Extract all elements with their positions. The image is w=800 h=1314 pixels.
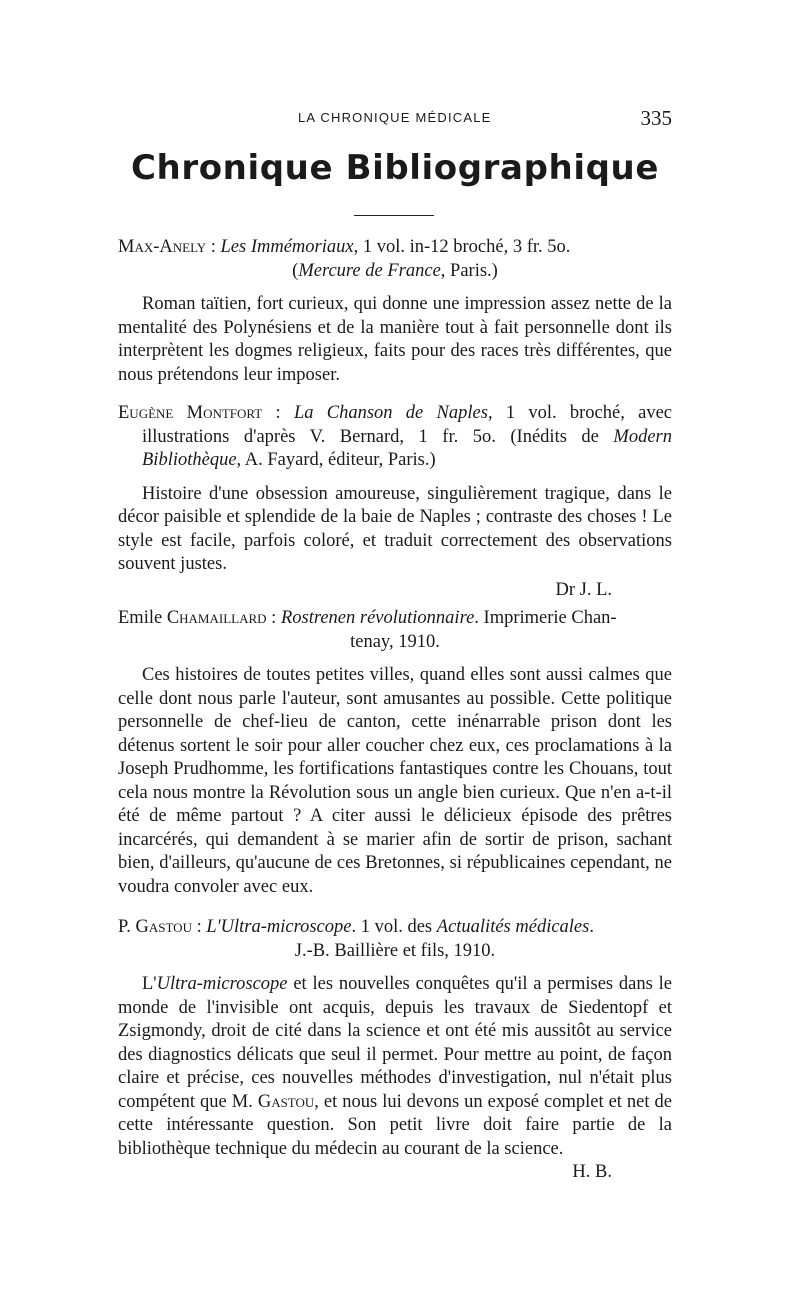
book-title: L'Ultra-microscope: [206, 917, 352, 937]
bibliography-entry-max-anely: [118, 236, 672, 387]
citation-text: . Imprimerie Chan-: [474, 608, 617, 628]
citation-text: , 1 vol. in-12 broché, 3 fr. 5o.: [353, 237, 571, 257]
citation-text: , Paris.): [440, 260, 498, 281]
citation-continuation: [118, 631, 672, 655]
citation-text: , A. Fayard, éditeur, Paris.): [236, 450, 436, 470]
running-head: [118, 106, 672, 130]
entry-citation: [118, 402, 672, 473]
entry-signature: Dr J. L.: [555, 579, 612, 600]
citation-continuation: [118, 940, 672, 964]
citation-continuation: [118, 260, 672, 284]
citation-text: . 1 vol. des: [351, 917, 437, 937]
review-text: , et nous lui devons un exposé complet et net de cette intéressante question. Son petit livre doit faire partie de la bibliothèque technique du médecin au courant de la science.: [118, 1091, 672, 1159]
entry-review: Histoire d'une obsession amoureuse, singulièrement tragique, dans le décor paisible et splendide de la baie de Naples ; contraste des choses ! Le style est facile, parfois coloré, et traduit correctement des observations souvent justes.: [118, 483, 672, 574]
bibliography-entry-montfort: [118, 402, 672, 602]
section-title: Chronique Bibliographique: [130, 148, 659, 188]
citation-text: :: [191, 917, 207, 937]
entry-citation: [118, 236, 672, 283]
book-title: La Chanson de Naples: [293, 403, 488, 423]
bibliography-entry-chamaillard: [118, 607, 672, 899]
entry-citation: [118, 916, 672, 963]
citation-text: (: [292, 260, 299, 281]
publisher-name: Mercure de France: [298, 260, 441, 281]
entry-author: Chamaillard: [166, 608, 267, 628]
entry-author: Eugène Montfort: [118, 403, 263, 423]
entry-author: Gastou: [135, 917, 192, 937]
citation-text: tenay, 1910.: [350, 631, 440, 652]
author-firstname: Emile: [118, 608, 167, 628]
citation-text: J.-B. Baillière et fils, 1910.: [294, 940, 496, 961]
entry-review: Ces histoires de toutes petites villes, quand elles sont aussi calmes que celle dont nous parle l'auteur, sont amusantes au possible. Cette politique personnelle de chef-lieu de canton, cette inénarrable prison dont les détenus sortent le soir pour aller coucher chez eux, ces proclamations à la Joseph Prudhomme, les fortifications fantastiques contre les Chouans, tout cela nous montre la Révolution sous un angle bien curieux. Que n'en a-t-il été de même partout ? A citer aussi le délicieux épisode des prêtres incarcérés, qui demandent à se marier afin de sortir de prison, sachant bien, d'ailleurs, qu'aucune de ces Bretonnes, si républicaines cependant, ne voudra convoler avec eux.: [118, 665, 672, 897]
title-rule: [354, 215, 434, 216]
entry-review: Roman taïtien, fort curieux, qui donne une impression assez nette de la mentalité des Polynésiens et de la manière tout à fait personnelle dont ils interprètent les dogmes religieux, faits pour des races très différentes, que nous prétendons leur imposer.: [118, 294, 672, 385]
series-title: Modern Bibliothèque: [142, 426, 672, 470]
book-title: Les Immémoriaux: [220, 237, 354, 257]
bibliography-entry-gastou: [118, 916, 672, 1185]
entry-review: [118, 973, 672, 1182]
citation-text: :: [266, 608, 281, 628]
entry-author: Max-Anely: [118, 237, 207, 257]
citation-text: :: [206, 237, 221, 257]
series-title: Actualités médicales: [436, 917, 590, 937]
book-title: Rostrenen révolutionnaire: [280, 608, 475, 628]
citation-text: .: [589, 917, 594, 937]
author-ref: Gastou: [257, 1091, 315, 1112]
entry-signature: H. B.: [572, 1162, 612, 1182]
author-initial: P.: [118, 917, 136, 937]
book-title-ref: Ultra-microscope: [156, 974, 288, 994]
review-text: L': [142, 974, 157, 994]
review-text: et les nouvelles conquêtes qu'il a permises dans le monde de l'invisible ont acquis, depuis les travaux de Siedentopf et Zsigmondy, droit de cité dans la science et ont été mis aussitôt au service des diagnostics délicats que seul il permet. Pour mettre au point, de façon claire et précise, ces nouvelles méthodes d'investigation, nul n'était plus compétent que M.: [118, 974, 672, 1112]
running-title: LA CHRONIQUE MÉDICALE: [298, 110, 492, 125]
citation-text: , 1 vol. broché, avec illustrations d'après V. Bernard, 1 fr. 5o. (Inédits de: [142, 403, 673, 447]
page-number: 335: [640, 106, 672, 130]
citation-text: :: [262, 403, 294, 423]
entry-citation: [118, 607, 672, 654]
